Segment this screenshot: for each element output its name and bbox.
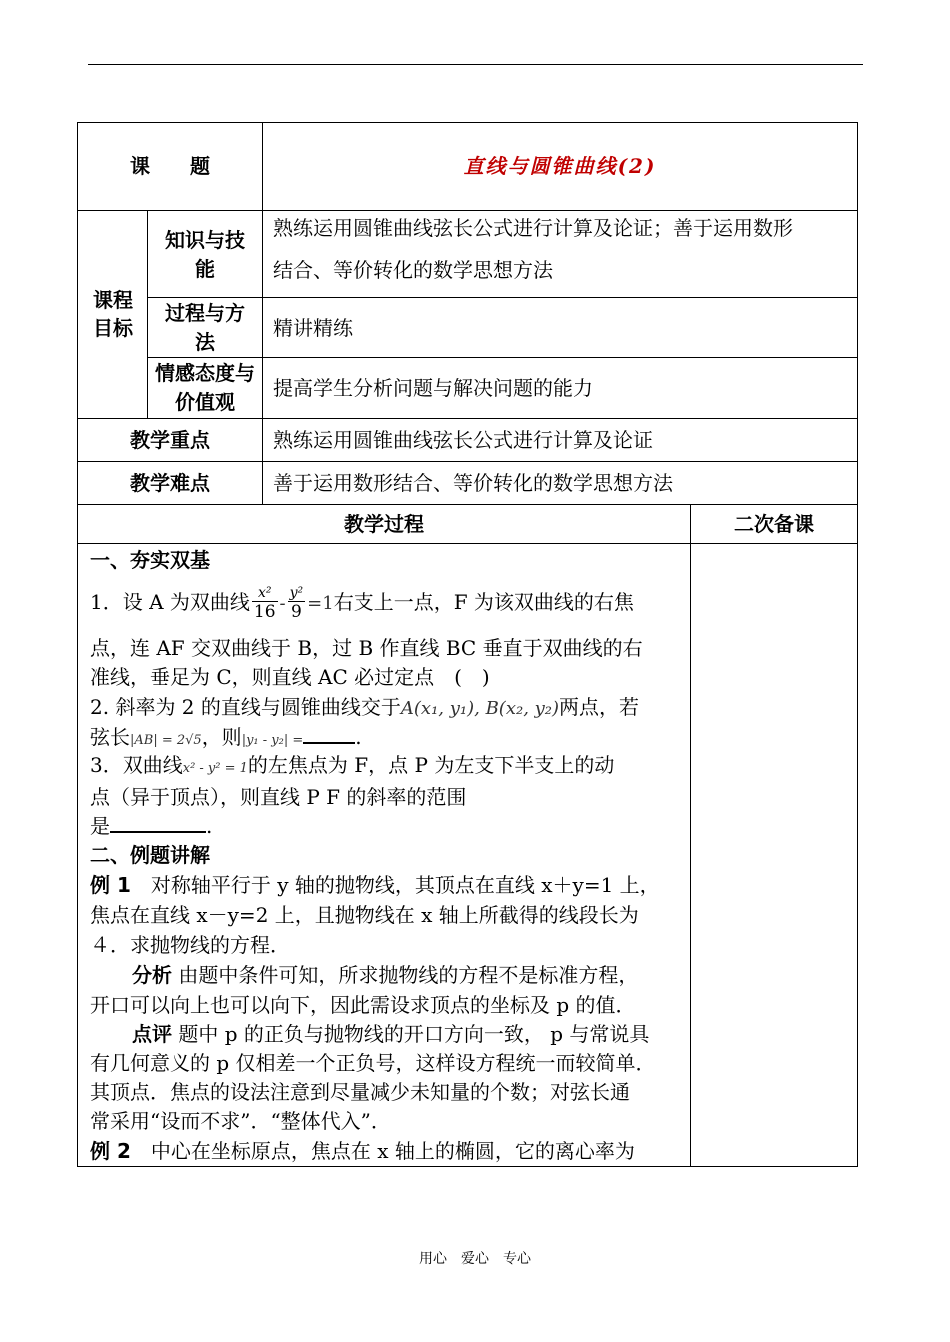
objective-process-content: 精讲精练 — [273, 316, 353, 340]
key-points-label: 教学重点 — [130, 428, 210, 452]
q1-frac1-num: x² — [252, 585, 278, 602]
q3-is: 是 — [90, 814, 110, 838]
analysis-text: 由题中条件可知，所求抛物线的方程不是标准方程， — [172, 963, 639, 987]
q1-prefix: 1．设 A 为双曲线 — [90, 590, 250, 614]
example-1-text: 对称轴平行于 y 轴的抛物线，其顶点在直线 x＋y=1 上， — [130, 873, 660, 897]
comment-label: 点评 — [132, 1022, 172, 1046]
q3-prefix: 3．双曲线 — [90, 753, 183, 777]
header-rule — [88, 64, 863, 65]
q1-frac2-den: 9 — [290, 602, 302, 622]
question-3 — [90, 751, 685, 783]
page-footer: 用心 爱心 专心 — [419, 1251, 531, 1267]
q2-points-math: A(x₁, y₁), B(x₂, y₂) — [400, 698, 560, 719]
objective-label-knowledge: 知识与技能 — [165, 228, 245, 281]
comment-line4: 常采用“设而不求”．“整体代入”． — [90, 1109, 391, 1133]
difficulties-content: 善于运用数形结合、等价转化的数学思想方法 — [273, 471, 673, 495]
q2-answer-blank[interactable] — [303, 742, 355, 744]
q1-minus: - — [279, 593, 286, 614]
q3-line2: 点（异于顶点），则直线 P F 的斜率的范围 — [90, 785, 467, 809]
q3-period: . — [206, 814, 213, 838]
q2-chord-math: |AB| = 2√5 — [130, 733, 202, 748]
objective-knowledge-line2: 结合、等价转化的数学思想方法 — [273, 258, 553, 282]
q3-suffix: 的左焦点为 F，点 P 为左支下半支上的动 — [247, 753, 615, 777]
q1-equals: =1 — [307, 593, 334, 614]
q3-answer-blank[interactable] — [110, 831, 206, 833]
example-2-text: 中心在坐标原点，焦点在 x 轴上的椭圆，它的离心率为 — [130, 1139, 635, 1163]
question-2 — [90, 693, 685, 723]
comment-text: 题中 p 的正负与抛物线的开口方向一致， p 与常说具 — [172, 1022, 650, 1046]
q1-line3: 准线，垂足为 C，则直线 AC 必过定点 ( ) — [90, 665, 490, 689]
analysis-label: 分析 — [132, 963, 172, 987]
comment-line2: 有几何意义的 p 仅相差一个正负号，这样设方程统一而较简单． — [90, 1051, 656, 1075]
q1-suffix: 右支上一点，F 为该双曲线的右焦 — [333, 590, 634, 614]
section2-title: 二、例题讲解 — [90, 843, 210, 867]
q2-period: . — [355, 725, 362, 749]
section1-title: 一、夯实双基 — [90, 548, 210, 572]
comment-line1 — [132, 1020, 685, 1048]
example-1-label: 例 1 — [90, 873, 131, 897]
example-2-line1 — [90, 1137, 685, 1165]
question-1 — [90, 582, 685, 626]
q1-frac1-den: 16 — [253, 602, 276, 622]
course-title: 直线与圆锥曲线(2) — [463, 154, 657, 178]
key-points-content: 熟练运用圆锥曲线弦长公式进行计算及论证 — [273, 428, 653, 452]
objective-attitude-content: 提高学生分析问题与解决问题的能力 — [273, 376, 593, 400]
comment-line3: 其顶点．焦点的设法注意到尽量减少未知量的个数；对弦长通 — [90, 1080, 630, 1104]
difficulties-label: 教学难点 — [130, 471, 210, 495]
q1-fraction-x — [252, 585, 278, 622]
q3-hyperbola-math: x² - y² = 1 — [182, 761, 248, 776]
process-header: 教学过程 — [344, 512, 424, 536]
q2-chord-label: 弦长 — [90, 725, 130, 749]
q1-line2: 点，连 AF 交双曲线于 B，过 B 作直线 BC 垂直于双曲线的右 — [90, 636, 643, 660]
q2-suffix: 两点，若 — [559, 695, 640, 719]
q1-frac2-num: y² — [289, 585, 304, 601]
second-prep-header: 二次备课 — [734, 512, 814, 536]
q2-prefix: 2. 斜率为 2 的直线与圆锥曲线交于 — [90, 695, 401, 719]
q2-diff-math: |y₁ - y₂| = — [241, 733, 304, 748]
objective-label-attitude: 情感态度与价值观 — [155, 361, 255, 414]
course-label: 课 题 — [130, 154, 210, 178]
example-2-label: 例 2 — [90, 1139, 131, 1163]
question-3-line3 — [90, 812, 685, 840]
objectives-label: 课程目标 — [93, 288, 133, 340]
objective-knowledge-line1: 熟练运用圆锥曲线弦长公式进行计算及论证；善于运用数形 — [273, 216, 793, 240]
analysis-line1 — [132, 961, 685, 989]
q1-fraction-y — [288, 585, 306, 622]
q2-then: ，则 — [201, 725, 242, 749]
example-1-line2: 焦点在直线 x－y=2 上，且抛物线在 x 轴上所截得的线段长为 — [90, 903, 639, 927]
objective-label-process: 过程与方法 — [165, 301, 245, 354]
example-1-line3: ４．求抛物线的方程． — [90, 933, 290, 957]
analysis-line2: 开口可以向上也可以向下，因此需设求顶点的坐标及 p 的值． — [90, 993, 636, 1017]
example-1-line1 — [90, 871, 685, 899]
